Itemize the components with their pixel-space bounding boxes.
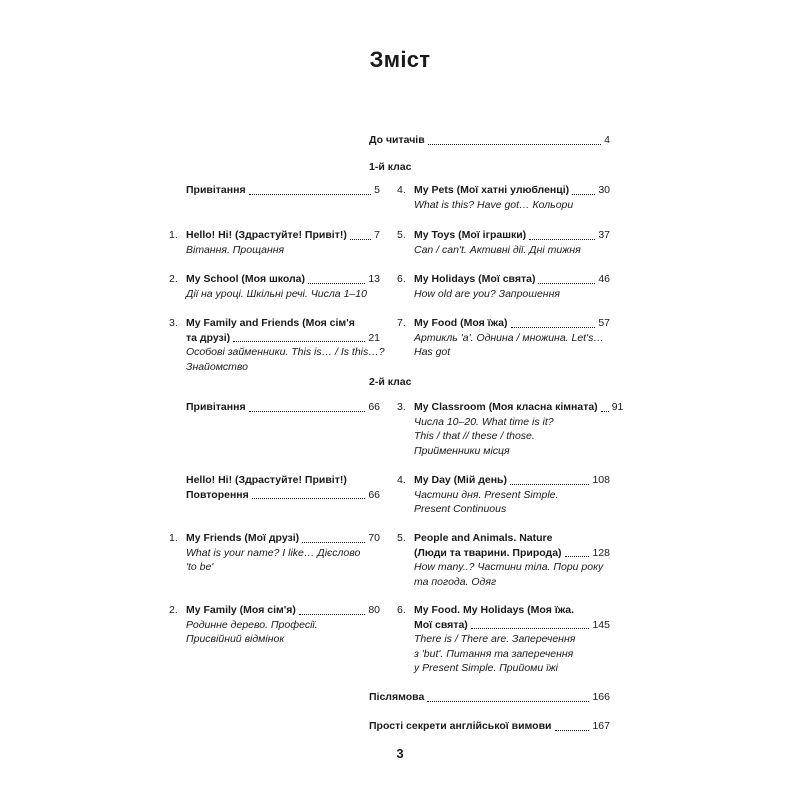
toc-entry-number: 5. (397, 229, 406, 241)
toc-entry-title: Hello! Hi! (Здрастуйте! Привіт!) (186, 229, 347, 241)
toc-entry-page: 167 (592, 720, 610, 732)
toc-entry-subtitle: Знайомство (186, 360, 248, 373)
toc-entry-subtitle: Числа 10–20. What time is it? (414, 415, 554, 428)
toc-entry-number: 1. (169, 532, 178, 544)
toc-entry[interactable] (414, 183, 610, 212)
toc-entry-subtitle: Частини дня. Present Simple. (414, 488, 559, 501)
toc-entry-page: 145 (592, 618, 610, 631)
toc-entry-title: My Family (Моя сім'я) (186, 604, 296, 616)
grade1-heading: 1-й клас (369, 161, 412, 173)
toc-entry-subtitle: This / that // these / those. (414, 430, 535, 442)
toc-entry[interactable] (186, 228, 380, 257)
toc-entry-subtitle: 'to be' (186, 561, 214, 573)
leader-dots (471, 624, 590, 629)
toc-entry-number: 1. (169, 229, 178, 241)
toc-entry-subtitle: There is / There are. Заперечення (414, 633, 576, 645)
toc-entry-number: 5. (397, 532, 406, 544)
toc-entry-subtitle: Родинне дерево. Професії. (186, 618, 318, 631)
toc-entry[interactable] (186, 316, 385, 374)
toc-entry-number: 2. (169, 273, 178, 285)
toc-entry-title: People and Animals. Nature (414, 532, 553, 544)
leader-dots (302, 538, 365, 543)
toc-entry-number: 6. (397, 604, 406, 616)
toc-entry-subtitle: Can / can't. Активні дії. Дні тижня (414, 243, 581, 256)
toc-entry-title-cont: Повторення (186, 488, 249, 501)
leader-dots (510, 480, 589, 485)
toc-entry-page: 7 (374, 229, 380, 241)
page-number: 3 (396, 746, 404, 761)
toc-entry-title: My School (Моя школа) (186, 273, 306, 285)
toc-entry[interactable] (186, 400, 380, 415)
toc-entry-title: My Toys (Мої іграшки) (414, 229, 527, 241)
leader-dots (555, 726, 590, 731)
toc-entry-page: 30 (598, 184, 610, 196)
toc-entry-readers[interactable] (369, 133, 610, 148)
toc-entry-subtitle: у Present Simple. Прийоми їжі (414, 662, 559, 674)
toc-entry-title: My Pets (Мої хатні улюбленці) (414, 184, 570, 196)
toc-entry-subtitle: How old are you? Запрошення (414, 287, 560, 300)
toc-entry-page: 46 (598, 273, 610, 285)
toc-entry-page: 108 (592, 474, 610, 486)
leader-dots (427, 697, 589, 702)
toc-entry-title: My Classroom (Моя класна кімната) (414, 401, 598, 413)
toc-entry-page: 4 (604, 134, 610, 146)
toc-entry-subtitle: Дії на уроці. Шкільні речі. Числа 1–10 (186, 287, 367, 300)
leader-dots (308, 279, 365, 284)
toc-entry-number: 3. (169, 317, 178, 329)
toc-entry-title: My Holidays (Мої свята) (414, 273, 536, 285)
toc-entry-title-cont: та друзі) (186, 331, 231, 344)
toc-entry-number: 6. (397, 273, 406, 285)
toc-entry-subtitle: Present Continuous (414, 503, 507, 515)
toc-entry-number: 7. (397, 317, 406, 329)
toc-entry-title-cont: Мої свята) (414, 618, 468, 631)
toc-entry-title: My Friends (Мої друзі) (186, 532, 300, 544)
toc-entry[interactable] (414, 400, 624, 458)
toc-entry[interactable] (414, 603, 610, 676)
toc-entry-subtitle: Особові займенники. This is… / Is this…? (186, 346, 385, 358)
toc-entry-title: Привітання (186, 401, 246, 413)
toc-entry-pronunciation[interactable] (369, 719, 610, 734)
toc-entry-subtitle: What is your name? I like… Дієслово (186, 546, 361, 559)
toc-entry[interactable] (186, 272, 380, 301)
leader-dots (601, 407, 609, 412)
toc-entry-number: 2. (169, 604, 178, 616)
toc-entry-page: 166 (592, 691, 610, 703)
grade2-heading: 2-й клас (369, 376, 412, 388)
toc-entry-page: 57 (598, 317, 610, 329)
toc-entry-subtitle: How many..? Частини тіла. Пори року (414, 561, 604, 573)
leader-dots (249, 407, 366, 412)
toc-entry-page: 91 (611, 401, 624, 413)
toc-entry-title: Привітання (186, 184, 246, 196)
toc-entry-subtitle: Has got (414, 346, 451, 358)
toc-entry[interactable] (186, 603, 380, 647)
toc-entry[interactable] (414, 531, 610, 589)
toc-entry-subtitle: з 'but'. Питання та заперечення (414, 647, 574, 660)
toc-entry-page: 37 (598, 229, 610, 241)
leader-dots (529, 235, 595, 240)
leader-dots (350, 235, 371, 240)
leader-dots (565, 552, 590, 557)
toc-entry[interactable] (414, 228, 610, 257)
page-title: Зміст (369, 47, 431, 72)
toc-entry-number: 3. (397, 401, 406, 413)
leader-dots (249, 190, 372, 195)
toc-entry-title: До читачів (369, 134, 425, 146)
toc-entry-page: 5 (374, 184, 380, 196)
toc-entry[interactable] (186, 473, 380, 502)
toc-entry-subtitle: Артикль 'a'. Однина / множина. Let's… (414, 331, 604, 344)
leader-dots (252, 494, 366, 499)
toc-entry[interactable] (414, 272, 610, 301)
toc-entry-page: 128 (592, 546, 610, 559)
toc-entry[interactable] (186, 183, 380, 198)
toc-entry-page: 80 (368, 604, 380, 616)
toc-entry-subtitle: Прийменники місця (414, 444, 510, 457)
leader-dots (538, 279, 595, 284)
leader-dots (299, 610, 365, 615)
leader-dots (511, 323, 596, 328)
toc-entry-title: Прості секрети англійської вимови (369, 720, 552, 732)
toc-entry-number: 4. (397, 184, 406, 196)
toc-entry[interactable] (414, 473, 610, 517)
toc-entry-number: 4. (397, 474, 406, 486)
toc-entry-page: 70 (368, 532, 380, 544)
toc-entry-title: Післямова (369, 691, 425, 703)
toc-entry-page: 66 (368, 488, 380, 501)
toc-entry-title: My Day (Мій день) (414, 474, 508, 486)
toc-entry-page: 66 (368, 401, 380, 413)
leader-dots (572, 190, 595, 195)
toc-entry-page: 13 (368, 273, 380, 285)
toc-entry-afterword[interactable] (369, 690, 610, 705)
toc-entry-subtitle: Вітання. Прощання (186, 243, 285, 256)
toc-entry-title: My Food. My Holidays (Моя їжа. (414, 604, 575, 616)
leader-dots (428, 140, 601, 145)
toc-entry-title-cont: (Люди та тварини. Природа) (414, 546, 562, 559)
toc-entry[interactable] (414, 316, 610, 360)
leader-dots (233, 337, 365, 342)
toc-entry-title: Hello! Hi! (Здрастуйте! Привіт!) (186, 474, 347, 486)
toc-entry-subtitle: та погода. Одяг (414, 575, 497, 588)
toc-entry-subtitle: Присвійний відмінок (186, 633, 285, 645)
toc-entry-title: My Family and Friends (Моя сім'я (186, 317, 355, 329)
toc-entry-page: 21 (368, 331, 380, 344)
toc-entry-subtitle: What is this? Have got… Кольори (414, 198, 574, 211)
toc-entry[interactable] (186, 531, 380, 575)
toc-entry-title: My Food (Моя їжа) (414, 317, 508, 329)
